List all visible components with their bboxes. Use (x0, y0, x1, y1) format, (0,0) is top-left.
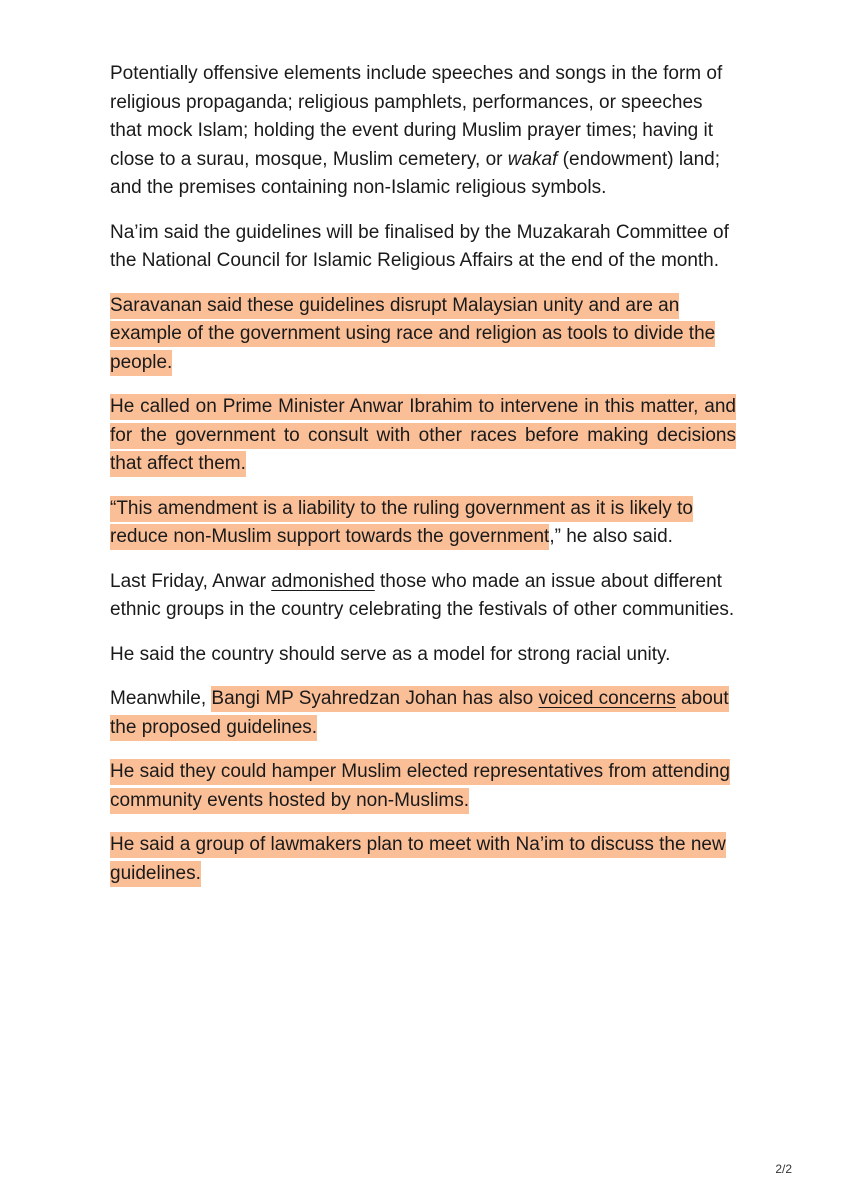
paragraph-guidelines-finalised (110, 219, 736, 276)
article-body (110, 60, 736, 904)
highlighted-text: Saravanan said these guidelines disrupt Malaysian unity and are an example of the government using race and religion as tools to divide the people. (110, 293, 715, 376)
paragraph-text: Na’im said the guidelines will be finalised by the Muzakarah Committee of the National Council for Islamic Religious Affairs at the end of the month. (110, 221, 729, 271)
paragraph-call-on-pm (110, 393, 736, 479)
paragraph-racial-unity (110, 641, 736, 670)
paragraph-text: those who made an issue about different ethnic groups in the country celebrating the festivals of other communities. (110, 570, 735, 620)
highlighted-text-part: about the proposed guidelines. (110, 688, 729, 738)
paragraph-syahredzan-concerns (110, 685, 736, 742)
highlighted-text: “This amendment is a liability to the ruling government as it is likely to reduce non-Muslim support towards the government (110, 496, 693, 551)
paragraph-text: He said the country should serve as a model for strong racial unity. (110, 643, 671, 665)
paragraph-text: (endowment) land; and the premises containing non-Islamic religious symbols. (110, 148, 721, 198)
highlighted-text-part: Bangi MP Syahredzan Johan has also (211, 688, 539, 709)
link-voiced-concerns[interactable]: voiced concerns (538, 688, 676, 709)
highlighted-text: He called on Prime Minister Anwar Ibrahim to intervene in this matter, and for the government to consult with other races before making decisions that affect them. (110, 394, 736, 477)
page-number: 2/2 (775, 1162, 792, 1176)
paragraph-saravanan-statement (110, 292, 736, 378)
highlighted-text: He said a group of lawmakers plan to meet with Na’im to discuss the new guidelines. (110, 832, 726, 887)
paragraph-hamper-representatives (110, 758, 736, 815)
paragraph-text: Last Friday, Anwar (110, 570, 272, 592)
paragraph-offensive-elements (110, 60, 736, 203)
link-admonished[interactable]: admonished (271, 570, 375, 592)
highlighted-text: He said they could hamper Muslim elected representatives from attending community events hosted by non-Muslims. (110, 759, 730, 814)
paragraph-amendment-quote (110, 495, 736, 552)
paragraph-text: Meanwhile, (110, 688, 212, 709)
italic-term-wakaf: wakaf (507, 148, 558, 170)
paragraph-text: ,” he also said. (549, 526, 673, 547)
paragraph-anwar-admonished (110, 568, 736, 625)
paragraph-lawmakers-meeting (110, 831, 736, 888)
paragraph-text: Potentially offensive elements include speeches and songs in the form of religious propaganda; religious pamphlets, performances, or speeches that mock Islam; holding the event during Muslim prayer times; having it close to a surau, mosque, Muslim cemetery, or (110, 63, 723, 170)
